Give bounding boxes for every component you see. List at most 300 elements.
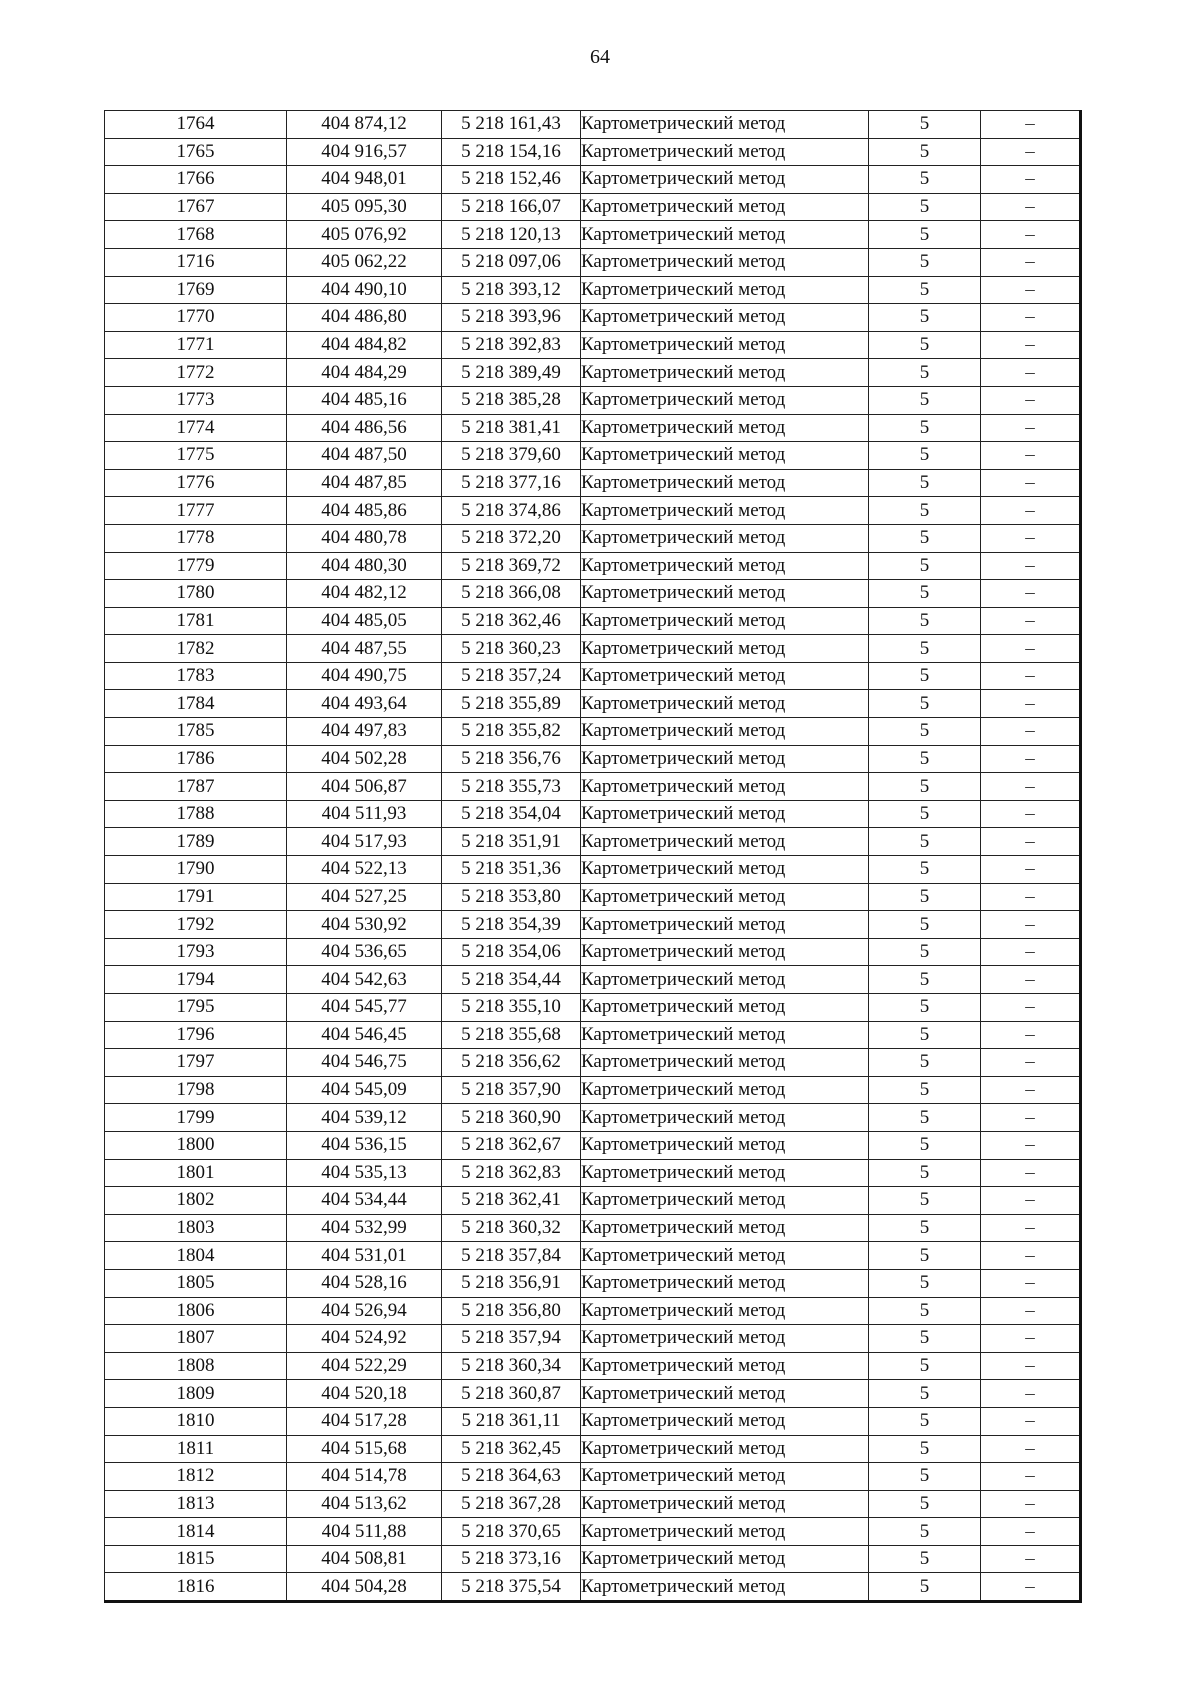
- method-cell: Картометрический метод: [581, 1435, 869, 1463]
- y-coordinate-cell: 5 218 379,60: [442, 442, 581, 470]
- accuracy-cell: 5: [869, 166, 981, 194]
- accuracy-cell: 5: [869, 386, 981, 414]
- note-cell: –: [981, 1325, 1081, 1353]
- x-coordinate-cell: 404 916,57: [287, 138, 442, 166]
- table-row: [105, 1297, 1081, 1325]
- method-cell: Картометрический метод: [581, 359, 869, 387]
- point-number-cell: 1777: [105, 497, 287, 525]
- y-coordinate-cell: 5 218 364,63: [442, 1463, 581, 1491]
- x-coordinate-cell: 404 504,28: [287, 1573, 442, 1602]
- y-coordinate-cell: 5 218 362,46: [442, 607, 581, 635]
- table-row: [105, 690, 1081, 718]
- x-coordinate-cell: 404 480,78: [287, 524, 442, 552]
- note-cell: –: [981, 938, 1081, 966]
- method-cell: Картометрический метод: [581, 304, 869, 332]
- table-row: [105, 1573, 1081, 1602]
- table-row: [105, 938, 1081, 966]
- x-coordinate-cell: 405 076,92: [287, 221, 442, 249]
- x-coordinate-cell: 404 536,15: [287, 1131, 442, 1159]
- accuracy-cell: 5: [869, 938, 981, 966]
- point-number-cell: 1809: [105, 1380, 287, 1408]
- method-cell: Картометрический метод: [581, 469, 869, 497]
- note-cell: –: [981, 856, 1081, 884]
- x-coordinate-cell: 404 511,93: [287, 800, 442, 828]
- accuracy-cell: 5: [869, 856, 981, 884]
- x-coordinate-cell: 405 095,30: [287, 193, 442, 221]
- point-number-cell: 1815: [105, 1545, 287, 1573]
- point-number-cell: 1774: [105, 414, 287, 442]
- accuracy-cell: 5: [869, 690, 981, 718]
- method-cell: Картометрический метод: [581, 138, 869, 166]
- method-cell: Картометрический метод: [581, 718, 869, 746]
- y-coordinate-cell: 5 218 385,28: [442, 386, 581, 414]
- x-coordinate-cell: 404 545,77: [287, 994, 442, 1022]
- method-cell: Картометрический метод: [581, 524, 869, 552]
- note-cell: –: [981, 1490, 1081, 1518]
- accuracy-cell: 5: [869, 111, 981, 139]
- table-row: [105, 856, 1081, 884]
- method-cell: Картометрический метод: [581, 442, 869, 470]
- note-cell: –: [981, 248, 1081, 276]
- y-coordinate-cell: 5 218 362,83: [442, 1159, 581, 1187]
- method-cell: Картометрический метод: [581, 911, 869, 939]
- table-row: [105, 276, 1081, 304]
- method-cell: Картометрический метод: [581, 938, 869, 966]
- note-cell: –: [981, 883, 1081, 911]
- accuracy-cell: 5: [869, 1021, 981, 1049]
- accuracy-cell: 5: [869, 442, 981, 470]
- page-number: 64: [590, 46, 610, 68]
- method-cell: Картометрический метод: [581, 1463, 869, 1491]
- note-cell: –: [981, 304, 1081, 332]
- accuracy-cell: 5: [869, 359, 981, 387]
- accuracy-cell: 5: [869, 552, 981, 580]
- note-cell: –: [981, 1573, 1081, 1602]
- note-cell: –: [981, 497, 1081, 525]
- method-cell: Картометрический метод: [581, 580, 869, 608]
- table-row: [105, 1352, 1081, 1380]
- x-coordinate-cell: 404 514,78: [287, 1463, 442, 1491]
- point-number-cell: 1799: [105, 1104, 287, 1132]
- table-row: [105, 1407, 1081, 1435]
- method-cell: Картометрический метод: [581, 1490, 869, 1518]
- x-coordinate-cell: 404 484,82: [287, 331, 442, 359]
- y-coordinate-cell: 5 218 355,68: [442, 1021, 581, 1049]
- note-cell: –: [981, 635, 1081, 663]
- x-coordinate-cell: 404 511,88: [287, 1518, 442, 1546]
- x-coordinate-cell: 404 522,13: [287, 856, 442, 884]
- table-row: [105, 414, 1081, 442]
- table-row: [105, 1269, 1081, 1297]
- method-cell: Картометрический метод: [581, 221, 869, 249]
- table-row: [105, 994, 1081, 1022]
- y-coordinate-cell: 5 218 354,06: [442, 938, 581, 966]
- table-row: [105, 1490, 1081, 1518]
- method-cell: Картометрический метод: [581, 1131, 869, 1159]
- point-number-cell: 1795: [105, 994, 287, 1022]
- y-coordinate-cell: 5 218 357,24: [442, 662, 581, 690]
- table-row: [105, 1325, 1081, 1353]
- x-coordinate-cell: 404 545,09: [287, 1076, 442, 1104]
- point-number-cell: 1810: [105, 1407, 287, 1435]
- table-row: [105, 552, 1081, 580]
- point-number-cell: 1797: [105, 1049, 287, 1077]
- accuracy-cell: 5: [869, 883, 981, 911]
- table-row: [105, 469, 1081, 497]
- accuracy-cell: 5: [869, 469, 981, 497]
- y-coordinate-cell: 5 218 357,90: [442, 1076, 581, 1104]
- method-cell: Картометрический метод: [581, 856, 869, 884]
- y-coordinate-cell: 5 218 356,80: [442, 1297, 581, 1325]
- method-cell: Картометрический метод: [581, 1049, 869, 1077]
- x-coordinate-cell: 404 539,12: [287, 1104, 442, 1132]
- note-cell: –: [981, 1242, 1081, 1270]
- y-coordinate-cell: 5 218 351,91: [442, 828, 581, 856]
- point-number-cell: 1812: [105, 1463, 287, 1491]
- note-cell: –: [981, 1159, 1081, 1187]
- table-row: [105, 1131, 1081, 1159]
- y-coordinate-cell: 5 218 360,32: [442, 1214, 581, 1242]
- note-cell: –: [981, 111, 1081, 139]
- table-row: [105, 580, 1081, 608]
- y-coordinate-cell: 5 218 357,94: [442, 1325, 581, 1353]
- point-number-cell: 1781: [105, 607, 287, 635]
- table-row: [105, 662, 1081, 690]
- note-cell: –: [981, 1104, 1081, 1132]
- accuracy-cell: 5: [869, 800, 981, 828]
- y-coordinate-cell: 5 218 366,08: [442, 580, 581, 608]
- x-coordinate-cell: 404 487,50: [287, 442, 442, 470]
- accuracy-cell: 5: [869, 662, 981, 690]
- x-coordinate-cell: 404 535,13: [287, 1159, 442, 1187]
- x-coordinate-cell: 404 485,16: [287, 386, 442, 414]
- table-row: [105, 138, 1081, 166]
- point-number-cell: 1772: [105, 359, 287, 387]
- method-cell: Картометрический метод: [581, 607, 869, 635]
- table-row: [105, 111, 1081, 139]
- accuracy-cell: 5: [869, 1242, 981, 1270]
- method-cell: Картометрический метод: [581, 773, 869, 801]
- table-row: [105, 1518, 1081, 1546]
- x-coordinate-cell: 404 487,85: [287, 469, 442, 497]
- point-number-cell: 1816: [105, 1573, 287, 1602]
- point-number-cell: 1803: [105, 1214, 287, 1242]
- note-cell: –: [981, 1407, 1081, 1435]
- y-coordinate-cell: 5 218 360,90: [442, 1104, 581, 1132]
- table-row: [105, 1187, 1081, 1215]
- point-number-cell: 1716: [105, 248, 287, 276]
- accuracy-cell: 5: [869, 193, 981, 221]
- table-row: [105, 304, 1081, 332]
- method-cell: Картометрический метод: [581, 745, 869, 773]
- accuracy-cell: 5: [869, 745, 981, 773]
- accuracy-cell: 5: [869, 1380, 981, 1408]
- x-coordinate-cell: 405 062,22: [287, 248, 442, 276]
- point-number-cell: 1780: [105, 580, 287, 608]
- point-number-cell: 1794: [105, 966, 287, 994]
- accuracy-cell: 5: [869, 304, 981, 332]
- note-cell: –: [981, 1049, 1081, 1077]
- method-cell: Картометрический метод: [581, 1545, 869, 1573]
- table-row: [105, 1242, 1081, 1270]
- x-coordinate-cell: 404 542,63: [287, 966, 442, 994]
- x-coordinate-cell: 404 480,30: [287, 552, 442, 580]
- note-cell: –: [981, 1297, 1081, 1325]
- point-number-cell: 1796: [105, 1021, 287, 1049]
- y-coordinate-cell: 5 218 392,83: [442, 331, 581, 359]
- y-coordinate-cell: 5 218 370,65: [442, 1518, 581, 1546]
- note-cell: –: [981, 773, 1081, 801]
- table-row: [105, 1076, 1081, 1104]
- y-coordinate-cell: 5 218 355,10: [442, 994, 581, 1022]
- table-row: [105, 800, 1081, 828]
- y-coordinate-cell: 5 218 152,46: [442, 166, 581, 194]
- method-cell: Картометрический метод: [581, 690, 869, 718]
- method-cell: Картометрический метод: [581, 994, 869, 1022]
- accuracy-cell: 5: [869, 966, 981, 994]
- table-row: [105, 193, 1081, 221]
- x-coordinate-cell: 404 517,93: [287, 828, 442, 856]
- method-cell: Картометрический метод: [581, 1325, 869, 1353]
- note-cell: –: [981, 690, 1081, 718]
- x-coordinate-cell: 404 506,87: [287, 773, 442, 801]
- method-cell: Картометрический метод: [581, 386, 869, 414]
- accuracy-cell: 5: [869, 248, 981, 276]
- accuracy-cell: 5: [869, 994, 981, 1022]
- x-coordinate-cell: 404 508,81: [287, 1545, 442, 1573]
- table-row: [105, 911, 1081, 939]
- point-number-cell: 1775: [105, 442, 287, 470]
- y-coordinate-cell: 5 218 120,13: [442, 221, 581, 249]
- method-cell: Картометрический метод: [581, 1021, 869, 1049]
- y-coordinate-cell: 5 218 354,39: [442, 911, 581, 939]
- x-coordinate-cell: 404 517,28: [287, 1407, 442, 1435]
- y-coordinate-cell: 5 218 154,16: [442, 138, 581, 166]
- x-coordinate-cell: 404 485,05: [287, 607, 442, 635]
- point-number-cell: 1768: [105, 221, 287, 249]
- accuracy-cell: 5: [869, 1131, 981, 1159]
- y-coordinate-cell: 5 218 361,11: [442, 1407, 581, 1435]
- y-coordinate-cell: 5 218 351,36: [442, 856, 581, 884]
- note-cell: –: [981, 276, 1081, 304]
- note-cell: –: [981, 966, 1081, 994]
- y-coordinate-cell: 5 218 377,16: [442, 469, 581, 497]
- method-cell: Картометрический метод: [581, 1297, 869, 1325]
- note-cell: –: [981, 1076, 1081, 1104]
- point-number-cell: 1811: [105, 1435, 287, 1463]
- note-cell: –: [981, 138, 1081, 166]
- point-number-cell: 1802: [105, 1187, 287, 1215]
- point-number-cell: 1765: [105, 138, 287, 166]
- method-cell: Картометрический метод: [581, 1214, 869, 1242]
- accuracy-cell: 5: [869, 1325, 981, 1353]
- note-cell: –: [981, 911, 1081, 939]
- method-cell: Картометрический метод: [581, 1159, 869, 1187]
- point-number-cell: 1770: [105, 304, 287, 332]
- x-coordinate-cell: 404 487,55: [287, 635, 442, 663]
- point-number-cell: 1808: [105, 1352, 287, 1380]
- point-number-cell: 1813: [105, 1490, 287, 1518]
- point-number-cell: 1771: [105, 331, 287, 359]
- accuracy-cell: 5: [869, 1518, 981, 1546]
- method-cell: Картометрический метод: [581, 1380, 869, 1408]
- point-number-cell: 1800: [105, 1131, 287, 1159]
- note-cell: –: [981, 580, 1081, 608]
- method-cell: Картометрический метод: [581, 1352, 869, 1380]
- x-coordinate-cell: 404 486,80: [287, 304, 442, 332]
- y-coordinate-cell: 5 218 362,45: [442, 1435, 581, 1463]
- note-cell: –: [981, 1131, 1081, 1159]
- table-row: [105, 248, 1081, 276]
- point-number-cell: 1814: [105, 1518, 287, 1546]
- point-number-cell: 1789: [105, 828, 287, 856]
- note-cell: –: [981, 524, 1081, 552]
- y-coordinate-cell: 5 218 355,89: [442, 690, 581, 718]
- accuracy-cell: 5: [869, 414, 981, 442]
- x-coordinate-cell: 404 948,01: [287, 166, 442, 194]
- x-coordinate-cell: 404 531,01: [287, 1242, 442, 1270]
- y-coordinate-cell: 5 218 393,96: [442, 304, 581, 332]
- y-coordinate-cell: 5 218 362,67: [442, 1131, 581, 1159]
- method-cell: Картометрический метод: [581, 1269, 869, 1297]
- note-cell: –: [981, 1545, 1081, 1573]
- point-number-cell: 1779: [105, 552, 287, 580]
- note-cell: –: [981, 1463, 1081, 1491]
- method-cell: Картометрический метод: [581, 828, 869, 856]
- accuracy-cell: 5: [869, 718, 981, 746]
- y-coordinate-cell: 5 218 355,82: [442, 718, 581, 746]
- table-row: [105, 828, 1081, 856]
- point-number-cell: 1791: [105, 883, 287, 911]
- table-row: [105, 166, 1081, 194]
- x-coordinate-cell: 404 532,99: [287, 1214, 442, 1242]
- method-cell: Картометрический метод: [581, 662, 869, 690]
- y-coordinate-cell: 5 218 360,23: [442, 635, 581, 663]
- x-coordinate-cell: 404 524,92: [287, 1325, 442, 1353]
- method-cell: Картометрический метод: [581, 497, 869, 525]
- note-cell: –: [981, 1518, 1081, 1546]
- x-coordinate-cell: 404 502,28: [287, 745, 442, 773]
- y-coordinate-cell: 5 218 373,16: [442, 1545, 581, 1573]
- y-coordinate-cell: 5 218 166,07: [442, 193, 581, 221]
- table-row: [105, 635, 1081, 663]
- method-cell: Картометрический метод: [581, 1407, 869, 1435]
- method-cell: Картометрический метод: [581, 883, 869, 911]
- table-row: [105, 607, 1081, 635]
- accuracy-cell: 5: [869, 524, 981, 552]
- note-cell: –: [981, 745, 1081, 773]
- table-row: [105, 331, 1081, 359]
- method-cell: Картометрический метод: [581, 966, 869, 994]
- x-coordinate-cell: 404 515,68: [287, 1435, 442, 1463]
- table-row: [105, 745, 1081, 773]
- table-row: [105, 442, 1081, 470]
- point-number-cell: 1801: [105, 1159, 287, 1187]
- y-coordinate-cell: 5 218 355,73: [442, 773, 581, 801]
- y-coordinate-cell: 5 218 381,41: [442, 414, 581, 442]
- note-cell: –: [981, 331, 1081, 359]
- note-cell: –: [981, 386, 1081, 414]
- note-cell: –: [981, 1021, 1081, 1049]
- method-cell: Картометрический метод: [581, 552, 869, 580]
- y-coordinate-cell: 5 218 369,72: [442, 552, 581, 580]
- point-number-cell: 1807: [105, 1325, 287, 1353]
- y-coordinate-cell: 5 218 356,76: [442, 745, 581, 773]
- x-coordinate-cell: 404 534,44: [287, 1187, 442, 1215]
- accuracy-cell: 5: [869, 1214, 981, 1242]
- accuracy-cell: 5: [869, 1490, 981, 1518]
- y-coordinate-cell: 5 218 362,41: [442, 1187, 581, 1215]
- accuracy-cell: 5: [869, 1545, 981, 1573]
- table-row: [105, 966, 1081, 994]
- accuracy-cell: 5: [869, 911, 981, 939]
- method-cell: Картометрический метод: [581, 276, 869, 304]
- method-cell: Картометрический метод: [581, 1104, 869, 1132]
- table-row: [105, 1159, 1081, 1187]
- note-cell: –: [981, 414, 1081, 442]
- note-cell: –: [981, 1269, 1081, 1297]
- table-row: [105, 1380, 1081, 1408]
- method-cell: Картометрический метод: [581, 800, 869, 828]
- coordinates-table: [104, 110, 1082, 1603]
- method-cell: Картометрический метод: [581, 1076, 869, 1104]
- y-coordinate-cell: 5 218 360,87: [442, 1380, 581, 1408]
- accuracy-cell: 5: [869, 1407, 981, 1435]
- x-coordinate-cell: 404 874,12: [287, 111, 442, 139]
- point-number-cell: 1785: [105, 718, 287, 746]
- method-cell: Картометрический метод: [581, 248, 869, 276]
- method-cell: Картометрический метод: [581, 1187, 869, 1215]
- x-coordinate-cell: 404 484,29: [287, 359, 442, 387]
- y-coordinate-cell: 5 218 357,84: [442, 1242, 581, 1270]
- note-cell: –: [981, 1187, 1081, 1215]
- accuracy-cell: 5: [869, 607, 981, 635]
- note-cell: –: [981, 662, 1081, 690]
- point-number-cell: 1776: [105, 469, 287, 497]
- table-row: [105, 1463, 1081, 1491]
- method-cell: Картометрический метод: [581, 111, 869, 139]
- accuracy-cell: 5: [869, 1435, 981, 1463]
- point-number-cell: 1778: [105, 524, 287, 552]
- note-cell: –: [981, 193, 1081, 221]
- accuracy-cell: 5: [869, 580, 981, 608]
- y-coordinate-cell: 5 218 360,34: [442, 1352, 581, 1380]
- accuracy-cell: 5: [869, 1187, 981, 1215]
- accuracy-cell: 5: [869, 1049, 981, 1077]
- method-cell: Картометрический метод: [581, 414, 869, 442]
- note-cell: –: [981, 552, 1081, 580]
- accuracy-cell: 5: [869, 1297, 981, 1325]
- accuracy-cell: 5: [869, 331, 981, 359]
- x-coordinate-cell: 404 522,29: [287, 1352, 442, 1380]
- point-number-cell: 1806: [105, 1297, 287, 1325]
- table-row: [105, 524, 1081, 552]
- note-cell: –: [981, 1352, 1081, 1380]
- point-number-cell: 1782: [105, 635, 287, 663]
- note-cell: –: [981, 221, 1081, 249]
- x-coordinate-cell: 404 546,75: [287, 1049, 442, 1077]
- x-coordinate-cell: 404 485,86: [287, 497, 442, 525]
- y-coordinate-cell: 5 218 375,54: [442, 1573, 581, 1602]
- table-row: [105, 1214, 1081, 1242]
- note-cell: –: [981, 469, 1081, 497]
- method-cell: Картометрический метод: [581, 193, 869, 221]
- table-row: [105, 221, 1081, 249]
- accuracy-cell: 5: [869, 1076, 981, 1104]
- note-cell: –: [981, 718, 1081, 746]
- note-cell: –: [981, 1214, 1081, 1242]
- y-coordinate-cell: 5 218 356,62: [442, 1049, 581, 1077]
